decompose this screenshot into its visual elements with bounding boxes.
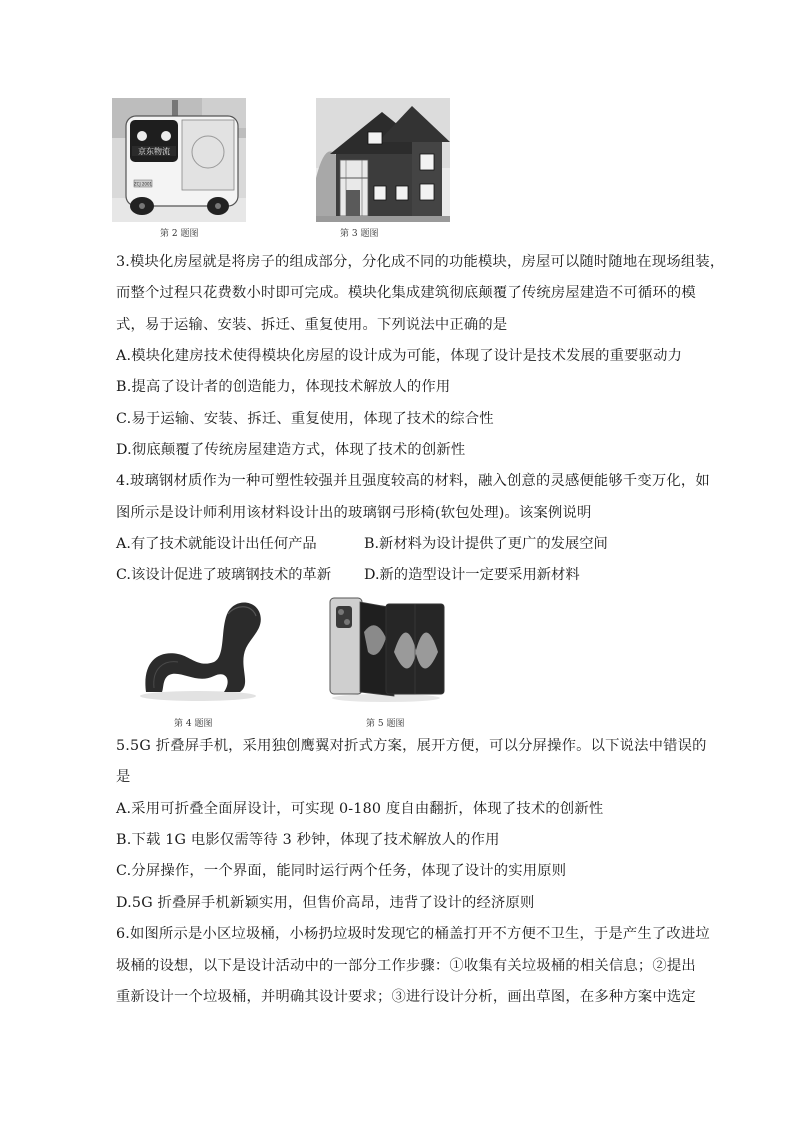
q4-stem-line-2: 图所示是设计师利用该材料设计出的玻璃钢弓形椅(软包处理)。该案例说明	[116, 505, 592, 521]
q5-option-d: D.5G 折叠屏手机新颖实用，但售价高昂，违背了设计的经济原则	[116, 895, 535, 911]
q6-stem-line-3: 重新设计一个垃圾桶，并明确其设计要求；③进行设计分析，画出草图，在多种方案中选定	[116, 989, 696, 1005]
q6-stem-line-1: 6.如图所示是小区垃圾桶，小杨扔垃圾时发现它的桶盖打开不方便不卫生，于是产生了改进垃	[116, 926, 710, 942]
q4-option-a: A.有了技术就能设计出任何产品	[116, 536, 317, 552]
robot-sign-text: 京东物流	[138, 147, 170, 156]
q5-stem-line-1: 5.5G 折叠屏手机，采用独创鹰翼对折式方案，展开方便，可以分屏操作。以下说法中错误的	[116, 738, 707, 754]
q4-option-d: D.新的造型设计一定要采用新材料	[364, 567, 580, 583]
q4-stem-line-1: 4.玻璃钢材质作为一种可塑性较强并且强度较高的材料，融入创意的灵感便能够千变万化，如	[116, 473, 710, 489]
q4-option-b: B.新材料为设计提供了更广的发展空间	[364, 536, 608, 552]
q5-option-b: B.下载 1G 电影仅需等待 3 秒钟，体现了技术解放人的作用	[116, 832, 500, 848]
q3-option-b: B.提高了设计者的创造能力，体现技术解放人的作用	[116, 379, 451, 395]
q5-option-a: A.采用可折叠全面屏设计，可实现 0-180 度自由翻折，体现了技术的创新性	[116, 801, 604, 817]
q5-stem-line-2: 是	[116, 769, 131, 785]
q4-option-c: C.该设计促进了玻璃钢技术的革新	[116, 567, 332, 583]
figure-4-caption: 第 4 题图	[174, 719, 213, 729]
figure-5-caption: 第 5 题图	[366, 719, 405, 729]
figure-4-bow-chair	[128, 592, 268, 704]
q3-option-a: A.模块化建房技术使得模块化房屋的设计成为可能，体现了设计是技术发展的重要驱动力	[116, 348, 683, 364]
q3-stem-line-2: 而整个过程只花费数小时即可完成。模块化集成建筑彻底颠覆了传统房屋建造不可循环的模	[116, 285, 696, 301]
robot-plate-text: ZCJ 2001	[133, 181, 153, 187]
figure-3-caption: 第 3 题图	[340, 229, 379, 239]
figure-2-delivery-robot	[112, 98, 246, 222]
figure-5-folding-phones	[324, 592, 448, 704]
q3-option-d: D.彻底颠覆了传统房屋建造方式，体现了技术的创新性	[116, 442, 466, 458]
q6-stem-line-2: 圾桶的设想，以下是设计活动中的一部分工作步骤：①收集有关垃圾桶的相关信息；②提出	[116, 958, 696, 974]
figure-3-modular-house	[316, 98, 450, 222]
q3-stem-line-1: 3.模块化房屋就是将房子的组成部分，分化成不同的功能模块，房屋可以随时随地在现场组装，	[116, 254, 725, 270]
q3-stem-line-3: 式，易于运输、安装、拆迁、重复使用。下列说法中正确的是	[116, 317, 508, 333]
q5-option-c: C.分屏操作，一个界面，能同时运行两个任务，体现了设计的实用原则	[116, 863, 567, 879]
q3-option-c: C.易于运输、安装、拆迁、重复使用，体现了技术的综合性	[116, 411, 494, 427]
figure-2-caption: 第 2 题图	[160, 229, 199, 239]
